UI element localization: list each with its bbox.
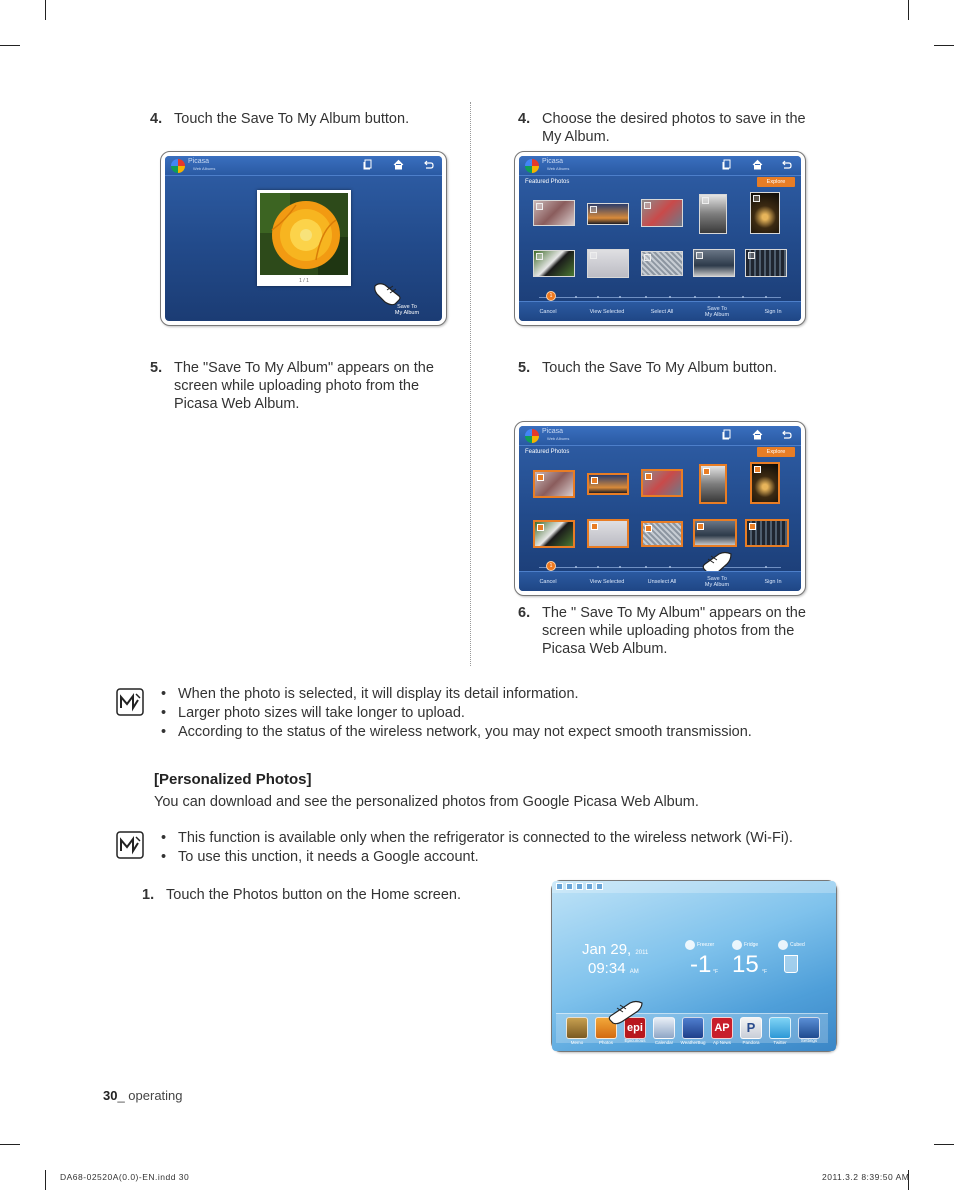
slider-dot (742, 296, 744, 298)
home-icon[interactable] (752, 159, 763, 174)
slider-dot (619, 296, 621, 298)
step-1: 1. Touch the Photos button on the Home screen. (142, 887, 462, 903)
photo-thumb[interactable] (641, 251, 683, 276)
section-description: You can download and see the personalized photos from Google Picasa Web Album. (154, 794, 699, 810)
status-bar (552, 881, 836, 893)
calendar-icon[interactable] (653, 1017, 675, 1039)
top-bar (165, 156, 442, 176)
logo-sub: Web Albums (193, 166, 216, 171)
home-icon[interactable] (752, 429, 763, 444)
logo-sub: Web Albums (547, 166, 570, 171)
photo-thumb[interactable] (641, 469, 683, 497)
slider-dot (597, 296, 599, 298)
status-icon (586, 883, 593, 890)
weatherbug-icon[interactable] (682, 1017, 704, 1039)
slider-dot (718, 296, 720, 298)
slider-dot (765, 296, 767, 298)
album-icon[interactable] (722, 159, 732, 174)
photo-thumb[interactable] (699, 194, 727, 234)
note-icon (116, 688, 144, 716)
freezer-temp[interactable]: -1 (690, 951, 712, 978)
photo-checkbox[interactable] (645, 473, 652, 480)
sign-in-button[interactable]: Sign In (764, 309, 782, 315)
photo-thumb[interactable] (587, 473, 629, 495)
view-selected-button[interactable]: View Selected (589, 579, 625, 585)
photo-checkbox[interactable] (537, 524, 544, 531)
photo-checkbox[interactable] (591, 477, 598, 484)
epicurious-icon[interactable]: epi (624, 1017, 646, 1039)
save-to-my-album-button[interactable]: Save To My Album (704, 576, 730, 588)
weatherbug-label: WeatherBug (680, 1040, 706, 1045)
right-step-4: 4. Choose the desired photos to save in the My Album. (518, 111, 806, 145)
slider-dot (645, 566, 647, 568)
fridge-temp[interactable]: 15 (732, 951, 759, 978)
logo-text: Picasa (188, 158, 210, 165)
screen-select-photos (514, 151, 806, 326)
photo-thumb[interactable] (587, 519, 629, 548)
bottom-bar (519, 301, 801, 321)
status-icon (566, 883, 573, 890)
photo-thumb[interactable] (699, 464, 727, 504)
slider-dot (619, 566, 621, 568)
picasa-screen (519, 156, 801, 321)
cancel-button[interactable]: Cancel (539, 309, 557, 315)
photo-thumb[interactable] (693, 519, 737, 547)
slider-dot (575, 566, 577, 568)
photo-checkbox[interactable] (590, 206, 597, 213)
left-step-5: 5. The "Save To My Album" appears on the screen while uploading photo from the Picasa Web Album. (150, 360, 434, 412)
note-item: • This function is available only when the refrigerator is connected to the wireless network (Wi-Fi). (158, 829, 838, 848)
temp-unit: °F (762, 969, 768, 975)
memo-icon[interactable] (566, 1017, 588, 1039)
ice-cup-icon[interactable] (784, 955, 798, 973)
select-all-button[interactable]: Select All (650, 309, 674, 315)
settings-label: Settings (800, 1038, 818, 1043)
photo-thumb[interactable] (587, 249, 629, 278)
picasa-logo-icon (171, 159, 185, 173)
section-title: [Personalized Photos] (154, 771, 312, 788)
picasa-screen (519, 426, 801, 591)
photo-thumb[interactable] (750, 192, 780, 234)
slider-knob[interactable]: 1 (546, 291, 556, 301)
save-to-my-album-button[interactable]: Save To My Album (394, 304, 420, 316)
logo-text: Picasa (542, 428, 564, 435)
pointing-hand-icon (373, 280, 405, 306)
slider-dot (669, 296, 671, 298)
view-selected-button[interactable]: View Selected (589, 309, 625, 315)
logo-text: Picasa (542, 158, 564, 165)
ice-icon (778, 940, 788, 950)
crop-mark (0, 1144, 20, 1145)
right-step-5: 5. Touch the Save To My Album button. (518, 360, 778, 376)
ap-news-label: Ap News (712, 1040, 731, 1045)
top-bar (519, 156, 801, 176)
pandora-label: Pandora (742, 1040, 760, 1045)
featured-photos-label: Featured Photos (525, 179, 570, 185)
slider-dot (597, 566, 599, 568)
photo-thumb[interactable] (587, 203, 629, 225)
photo-thumb[interactable] (533, 470, 575, 498)
slider-dot (575, 296, 577, 298)
fridge-label: Fridge (744, 942, 759, 948)
photo-checkbox[interactable] (748, 252, 755, 259)
crop-mark (0, 45, 20, 46)
pandora-icon[interactable]: P (740, 1017, 762, 1039)
wifi-icon (576, 883, 583, 890)
crop-mark (908, 0, 909, 20)
top-bar (519, 426, 801, 446)
photo-thumb[interactable] (745, 249, 787, 277)
picasa-logo-icon (525, 429, 539, 443)
album-icon[interactable] (722, 429, 732, 444)
screen-photos-selected (514, 421, 806, 596)
photo-checkbox[interactable] (703, 468, 710, 475)
picasa-screen (165, 156, 442, 321)
photo-checkbox[interactable] (536, 203, 543, 210)
crop-mark (934, 1144, 954, 1145)
featured-photos-label: Featured Photos (525, 449, 570, 455)
back-icon[interactable] (781, 429, 792, 444)
back-icon[interactable] (423, 159, 434, 174)
back-icon[interactable] (781, 159, 792, 174)
sign-in-button[interactable]: Sign In (764, 579, 782, 585)
freezer-icon (685, 940, 695, 950)
photo-checkbox[interactable] (754, 466, 761, 473)
note-item: • When the photo is selected, it will display its detail information. (158, 685, 818, 704)
home-date: Jan 29, 2011 (582, 941, 649, 958)
note-item: • To use this unction, it needs a Google account. (158, 848, 838, 867)
picasa-logo-icon (525, 159, 539, 173)
photo-thumb[interactable] (693, 249, 735, 277)
note-icon (116, 831, 144, 859)
home-screen (552, 881, 836, 1051)
print-slug-right: 2011.3.2 8:39:50 AM (822, 1172, 910, 1182)
explore-button[interactable]: Explore (757, 177, 795, 187)
photo-checkbox[interactable] (644, 202, 651, 209)
page-footer: 30_ operating (103, 1088, 183, 1103)
photo-thumb[interactable] (750, 462, 780, 504)
photo-preview[interactable] (257, 190, 351, 286)
crop-mark (45, 0, 46, 20)
settings-icon[interactable] (798, 1017, 820, 1039)
slider-knob[interactable]: 1 (546, 561, 556, 571)
twitter-label: Twitter (773, 1040, 787, 1045)
photo-checkbox[interactable] (696, 252, 703, 259)
photo-checkbox[interactable] (537, 474, 544, 481)
photo-counter: 1 / 1 (299, 278, 309, 284)
slider-dot (669, 566, 671, 568)
photo-thumb[interactable] (641, 199, 683, 227)
photo-thumb[interactable] (533, 520, 575, 548)
photo-thumb[interactable] (533, 200, 575, 226)
photo-checkbox[interactable] (753, 195, 760, 202)
photo-thumb[interactable] (745, 519, 789, 547)
note-list-1 (158, 685, 818, 742)
right-step-6: 6. The " Save To My Album" appears on the screen while uploading photos from the Picasa Web Album. (518, 605, 806, 657)
pointing-hand-icon (604, 999, 644, 1025)
memo-label: Memo (570, 1040, 584, 1045)
crop-mark (45, 1170, 46, 1190)
note-item: • Larger photo sizes will take longer to upload. (158, 704, 818, 723)
photo-checkbox[interactable] (702, 197, 709, 204)
home-time: 09:34 AM (588, 960, 639, 977)
twitter-icon[interactable] (769, 1017, 791, 1039)
bottom-bar (519, 571, 801, 591)
print-slug-left: DA68-02520A(0.0)-EN.indd 30 (60, 1172, 190, 1182)
screen-save-single-photo (160, 151, 447, 326)
screen-home (551, 880, 837, 1052)
photo-checkbox[interactable] (644, 254, 651, 261)
crop-mark (934, 45, 954, 46)
left-step-4: 4. Touch the Save To My Album button. (150, 111, 410, 127)
note-list-2 (158, 829, 838, 867)
slider-dot (694, 296, 696, 298)
calendar-label: Calendar (654, 1040, 674, 1045)
photo-checkbox[interactable] (697, 523, 704, 530)
photo-checkbox[interactable] (645, 525, 652, 532)
save-to-my-album-button[interactable]: Save To My Album (704, 306, 730, 318)
explore-button[interactable]: Explore (757, 447, 795, 457)
logo-sub: Web Albums (547, 436, 570, 441)
status-icon (556, 883, 563, 890)
home-icon[interactable] (393, 159, 404, 174)
photo-checkbox[interactable] (591, 523, 598, 530)
photo-checkbox[interactable] (536, 253, 543, 260)
unselect-all-button[interactable]: Unselect All (647, 579, 677, 585)
note-item: • According to the status of the wireless network, you may not expect smooth transmission. (158, 723, 818, 742)
temp-unit: °F (713, 969, 719, 975)
ap-news-icon[interactable]: AP (711, 1017, 733, 1039)
cubed-label: Cubed (790, 942, 805, 948)
photos-label: Photos (598, 1040, 613, 1045)
column-divider (470, 102, 471, 666)
freezer-label: Freezer (697, 942, 715, 948)
slider-dot (765, 566, 767, 568)
album-icon[interactable] (363, 159, 373, 174)
photo-thumb[interactable] (641, 521, 683, 547)
photo-checkbox[interactable] (590, 252, 597, 259)
photo-checkbox[interactable] (749, 523, 756, 530)
epicurious-label: Epicurious (624, 1038, 646, 1043)
fridge-icon (732, 940, 742, 950)
status-icon (596, 883, 603, 890)
cancel-button[interactable]: Cancel (539, 579, 557, 585)
slider-dot (645, 296, 647, 298)
photo-thumb[interactable] (533, 250, 575, 277)
